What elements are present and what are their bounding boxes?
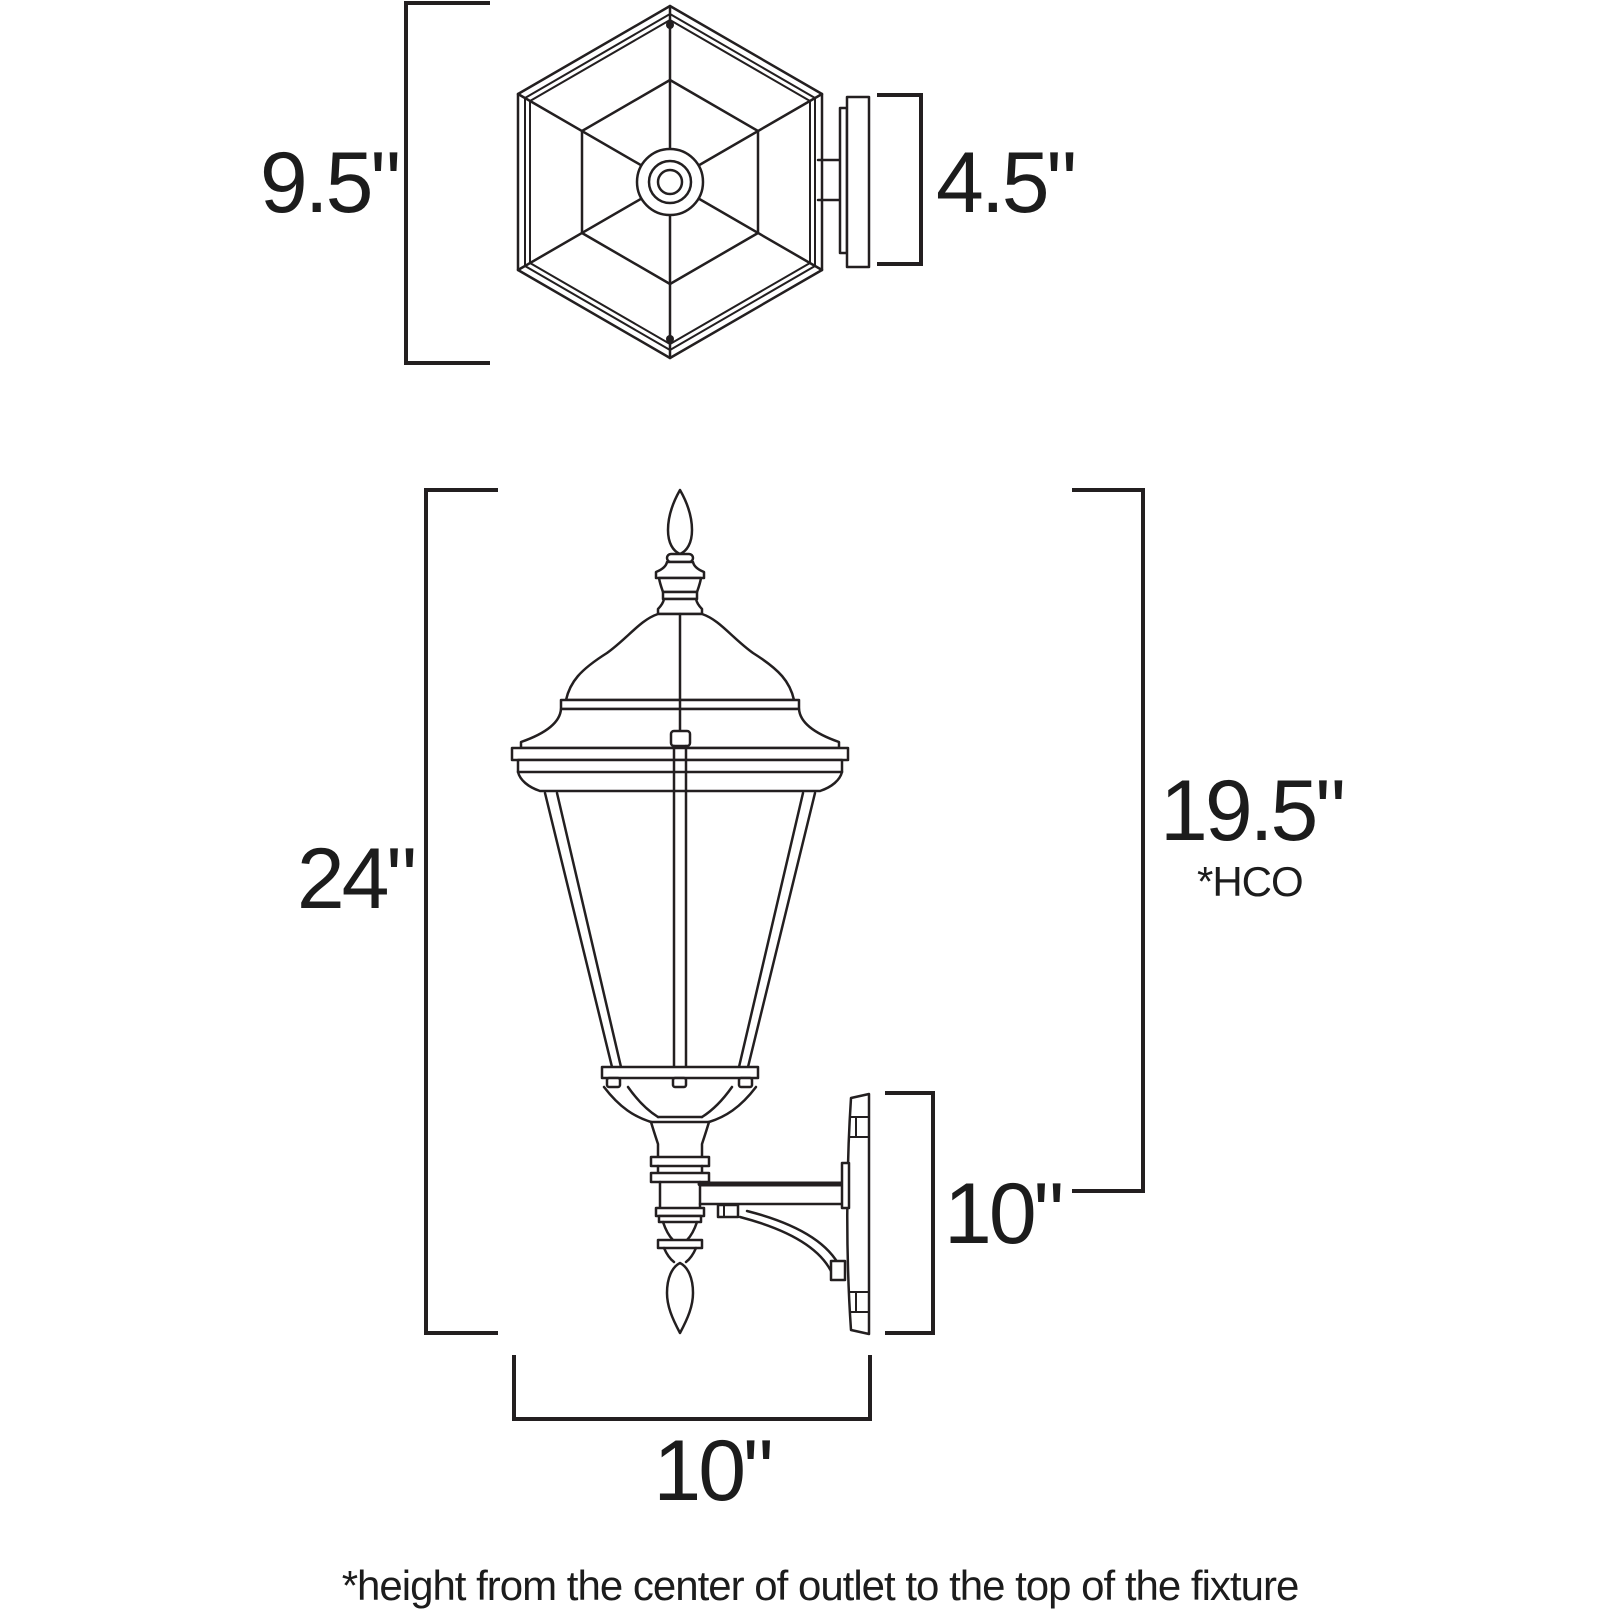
- scroll-brace: [740, 1217, 831, 1271]
- hco-abbreviation-label: *HCO: [1197, 858, 1303, 905]
- dimension-label-9-5: 9.5": [259, 135, 398, 231]
- top-view-backplate: [818, 97, 869, 267]
- dimension-label-10-backplate: 10": [944, 1166, 1062, 1262]
- lantern-top-finial: [656, 490, 704, 614]
- glass-cage: [545, 746, 815, 1067]
- dome-band-lower: [518, 760, 842, 772]
- dimension-label-24: 24": [296, 831, 414, 927]
- lantern-bottom-finial: [656, 1208, 704, 1333]
- dimension-label-4-5: 4.5": [936, 135, 1075, 231]
- hco-height-dimension: [1072, 490, 1343, 1191]
- dimension-label-19-5: 19.5": [1160, 763, 1343, 859]
- top-view-drawing: [518, 6, 869, 358]
- footnote-text: *height from the center of outlet to the top of the fixture: [341, 1562, 1299, 1609]
- fixture-width-dimension: [514, 1355, 870, 1519]
- side-view-backplate: [831, 1094, 869, 1334]
- overall-height-dimension: [297, 490, 498, 1333]
- dome-center-bolt: [671, 731, 690, 746]
- scroll-foot: [831, 1261, 845, 1280]
- top-view-width-dimension: [260, 3, 490, 363]
- arm-mount-block: [842, 1163, 849, 1208]
- dome-cornice: [518, 772, 842, 791]
- base-funnel: [604, 1087, 756, 1208]
- backplate-height-dimension: [885, 1093, 1061, 1333]
- cage-bottom-collar: [602, 1067, 758, 1087]
- side-view-drawing: [512, 490, 869, 1334]
- top-view-depth-dimension: [877, 95, 1074, 264]
- lantern-dome: [512, 614, 848, 791]
- top-finial-circles: [637, 149, 703, 215]
- mounting-arm: [700, 1184, 852, 1271]
- dimension-label-10-width: 10": [653, 1423, 771, 1519]
- dome-band-main: [512, 748, 848, 760]
